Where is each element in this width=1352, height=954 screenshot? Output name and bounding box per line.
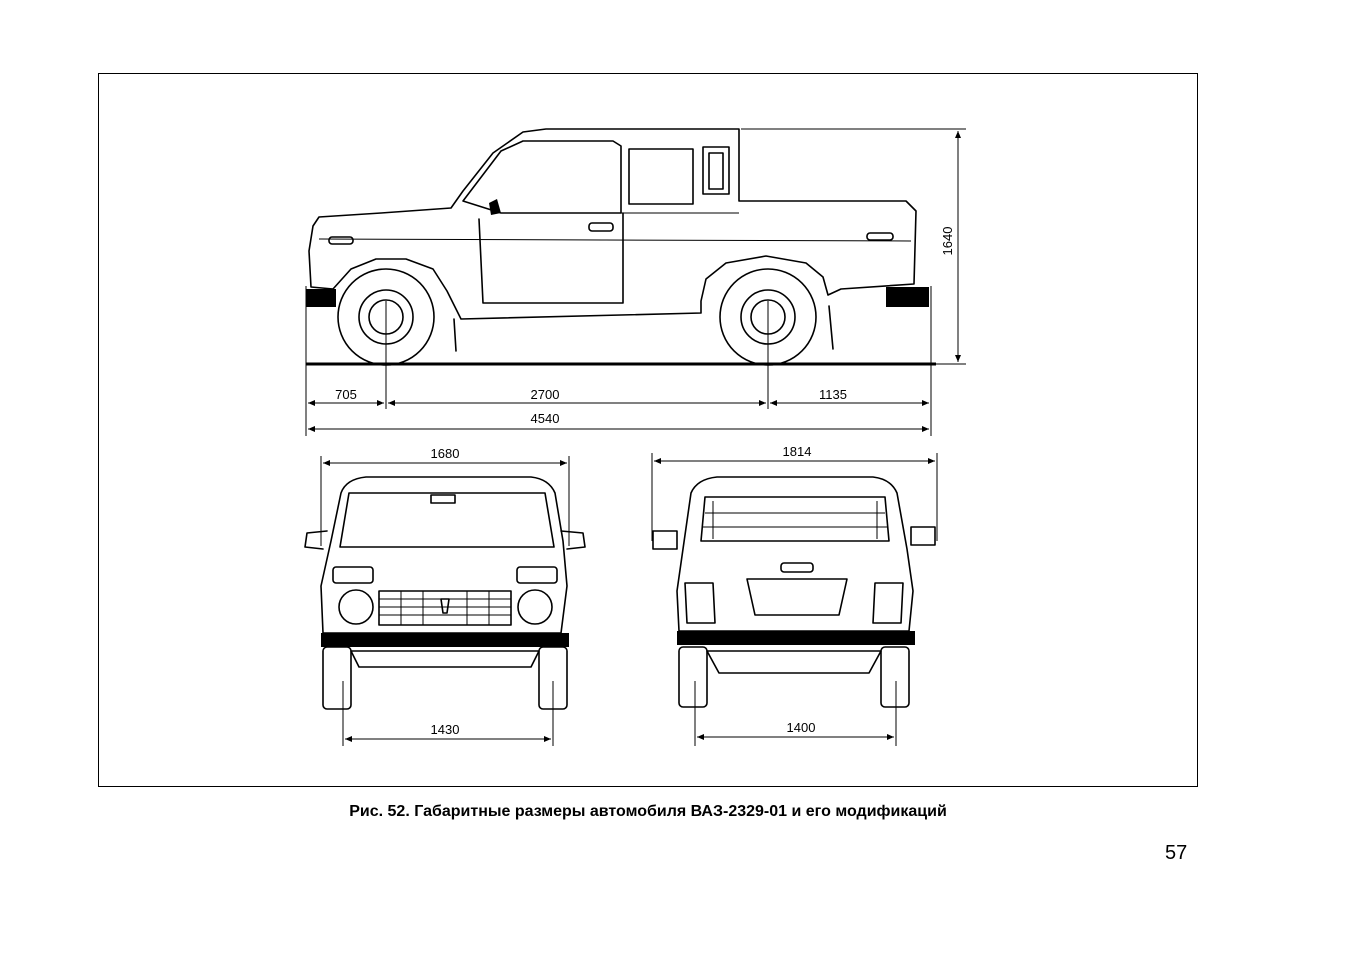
front-side-light <box>329 237 353 244</box>
front-door <box>479 213 623 303</box>
dim-overall-length: 4540 <box>530 411 560 426</box>
interior-mirror <box>431 495 455 503</box>
rear-left-tyre <box>679 647 707 707</box>
door-handle <box>589 223 613 231</box>
side-view <box>306 129 966 436</box>
rear-window <box>701 497 889 541</box>
front-left-tyre <box>323 647 351 709</box>
front-bumper <box>306 289 336 307</box>
rear-underbody <box>707 651 881 673</box>
dim-wheelbase: 2700 <box>530 387 560 402</box>
rear-lamps <box>685 583 903 623</box>
rear-bumper-rear <box>677 631 915 645</box>
front-bumper-front <box>321 633 569 647</box>
front-emblem <box>441 599 449 613</box>
dim-front-track: 1430 <box>430 722 460 737</box>
front-underbody <box>351 651 539 667</box>
right-indicator <box>517 567 557 583</box>
dim-rear-width: 1814 <box>782 444 812 459</box>
figure-caption: Рис. 52. Габаритные размеры автомобиля ВАЗ-2329-01 и его модификаций <box>349 803 947 820</box>
vehicle-drawing <box>99 74 1199 788</box>
rear-bumper <box>886 287 929 307</box>
rear-handle <box>781 563 813 572</box>
front-grille <box>379 591 511 625</box>
figure-frame <box>98 73 1198 787</box>
rear-right-tyre <box>881 647 909 707</box>
dim-rear-track: 1400 <box>786 720 816 735</box>
rear-license-plate <box>747 579 847 615</box>
front-body <box>321 477 567 633</box>
front-door-window <box>463 141 621 213</box>
rear-body <box>677 477 913 631</box>
rear-window-guard <box>703 501 887 539</box>
side-mirror <box>489 199 501 215</box>
dim-rear-overhang: 1135 <box>819 387 847 402</box>
rear-door-window <box>629 149 693 204</box>
front-view <box>305 446 585 746</box>
left-indicator <box>333 567 373 583</box>
cab-rear-window <box>703 147 729 194</box>
dim-overall-height: 1640 <box>940 226 955 256</box>
rear-view <box>652 444 937 746</box>
rear-mirrors <box>653 527 935 549</box>
rear-side-light <box>867 233 893 240</box>
mud-flaps <box>454 306 833 351</box>
dim-front-width: 1680 <box>430 446 460 461</box>
front-windshield <box>340 493 554 547</box>
belt-line <box>319 213 911 241</box>
page-number: 57 <box>1165 842 1188 864</box>
dim-front-overhang: 705 <box>335 387 357 402</box>
